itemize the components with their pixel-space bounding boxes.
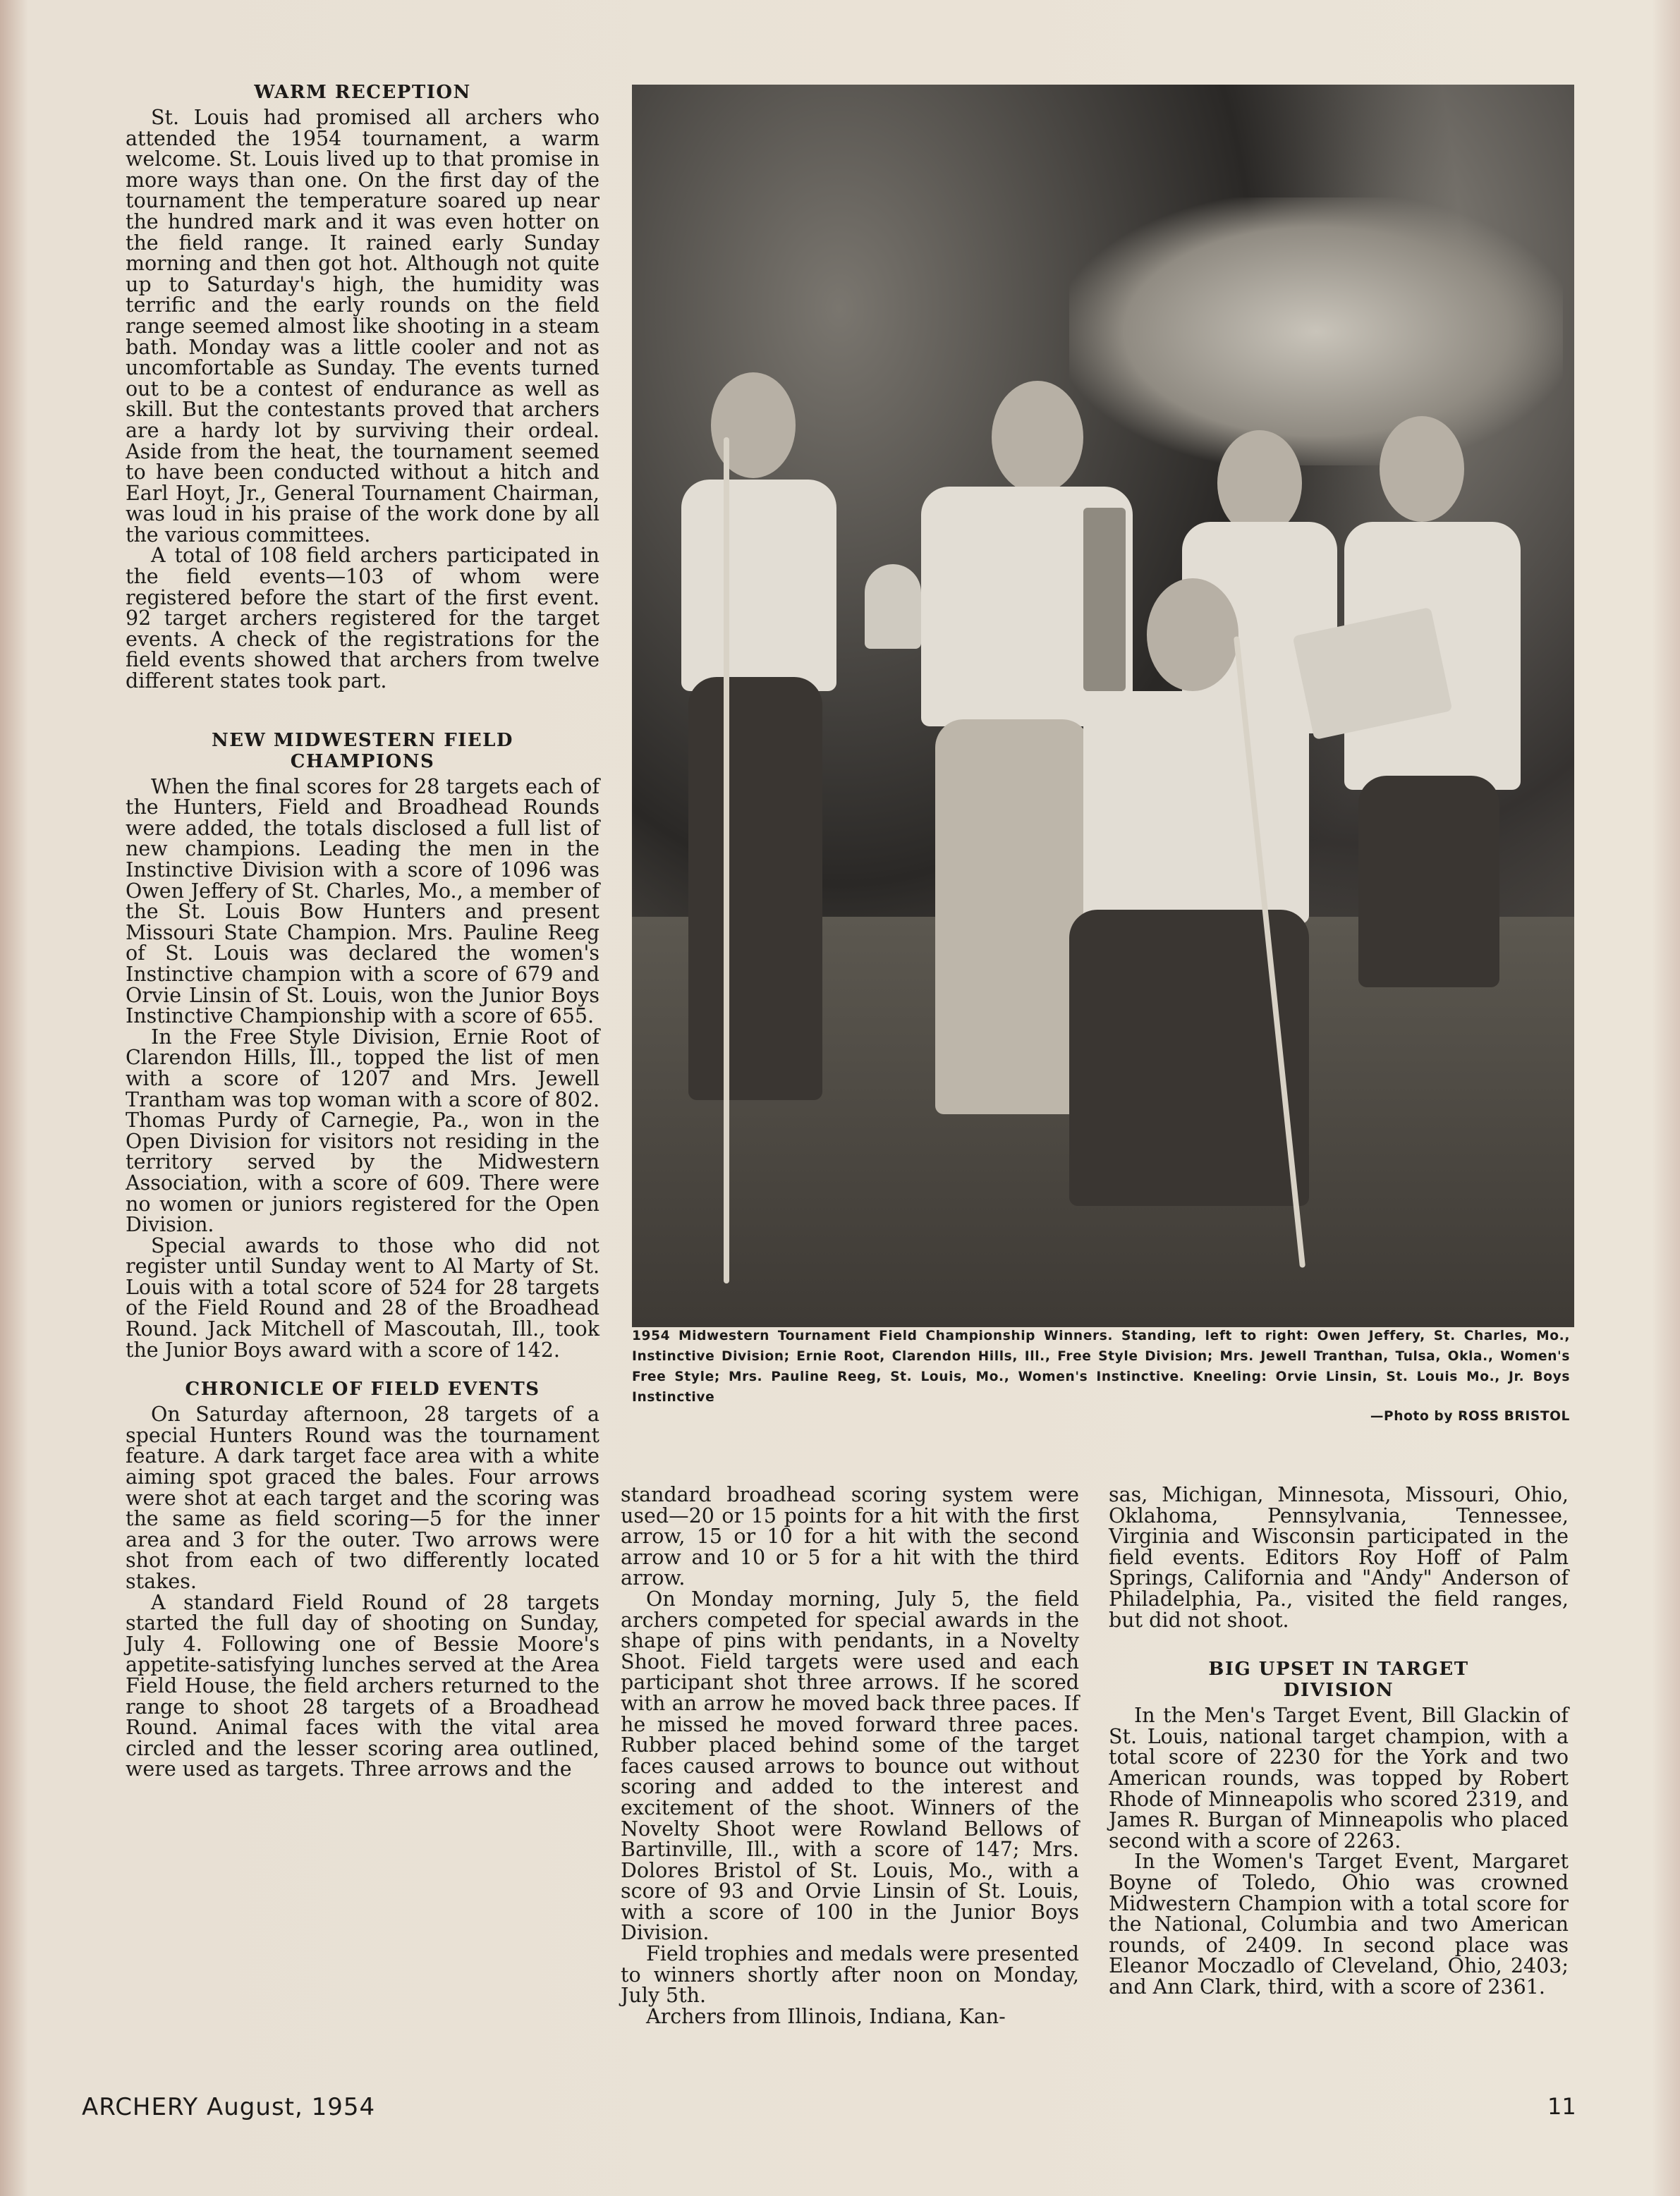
heading-chronicle: CHRONICLE OF FIELD EVENTS xyxy=(185,1379,540,1401)
paragraph: A total of 108 field archers participated in the field events—103 of whom were registered before the start of the first event. 92 target archers registered for the target events. A check of the registrations for the field events showed that archers from twelve different states took part. xyxy=(126,544,599,693)
paragraph: standard broadhead scoring system were used—20 or 15 points for a hit with the first arrow, 15 or 10 for a hit with the second arrow and 10 or 5 for a hit with the third arrow. xyxy=(621,1483,1079,1590)
photo-figure-face xyxy=(1380,416,1464,522)
photo-sky xyxy=(1069,197,1563,465)
footer-magazine-title: ARCHERY August, 1954 xyxy=(82,2093,376,2121)
heading-big-upset: BIG UPSET IN TARGET DIVISION xyxy=(1208,1659,1469,1702)
photo-trophy xyxy=(1083,508,1126,691)
photo-figure-shirt xyxy=(1083,691,1309,924)
photo-figure-face xyxy=(1217,430,1302,536)
paragraph: When the final scores for 28 targets each of the Hunters, Field and Broadhead Rounds were added, the totals disclosed a full list of new champions. Leading the men in the Instinctive Division with a score of 1096 was Owen Jeffery of St. Charles, Mo., a member of the St. Louis Bow Hunters and present Missouri State Champion. Mrs. Pauline Reeg of St. Louis was declared the women's Instinctive champion with a score of 679 and Orvie Linsin of St. Louis, won the Junior Boys Instinctive Championship with a score of 655. xyxy=(126,774,599,1028)
spacer xyxy=(126,692,599,730)
paragraph: In the Men's Target Event, Bill Glackin of St. Louis, national target champion, with a total score of 2230 for the York and two American rounds, was topped by Robert Rhode of Minneapolis who scored 2319, and James R. Burgan of Minneapolis who placed second with a score of 2263. xyxy=(1109,1704,1569,1853)
paragraph: In the Women's Target Event, Margaret Boyne of Toledo, Ohio was crowned Midwestern Champion with a total score for the National, Columbia and two American rounds, of 2409. In second place was Eleanor Moczadlo of Cleveland, Ohio, 2403; and Ann Clark, third, with a score of 2361. xyxy=(1109,1850,1569,1999)
photo-bow xyxy=(724,437,729,1283)
footer-page-number: 11 xyxy=(1547,2093,1576,2120)
winners-photo xyxy=(632,85,1574,1327)
spacer xyxy=(1109,1630,1569,1659)
paragraph: Field trophies and medals were presented to winners shortly after noon on Monday, July 5th. xyxy=(621,1942,1079,2008)
heading-warm-reception: WARM RECEPTION xyxy=(254,82,471,103)
photo-figure-pants xyxy=(1069,910,1309,1206)
photo-figure-pants xyxy=(1358,776,1499,987)
photo-figure-face xyxy=(1147,578,1238,691)
paragraph: In the Free Style Division, Ernie Root of Clarendon Hills, Ill., topped the list of men with a score of 1207 and Mrs. Jewell Trantham was top woman with a score of 802. Thomas Purdy of Carnegie, Pa., won in the Open Division for visitors not residing in the territory served by the Midwestern Association, with a score of 609. There were no women or juniors registered for the Open Division. xyxy=(126,1025,599,1237)
paragraph: St. Louis had promised all archers who attended the 1954 tournament, a warm welcome. St. Louis lived up to that promise in more ways than one. On the first day of the tournament the temperature soared up near the hundred mark and it was even hotter on the field range. It rained early Sunday morning and then got hot. Although not quite up to Saturday's high, the humidity was terrific and the early rounds on the field range seemed almost like shooting in a steam bath. Monday was a little cooler and not as uncomfortable as Sunday. The events turned out to be a contest of endurance as well as skill. But the contestants proved that archers are a hardy lot by surviving their ordeal. Aside from the heat, the tournament seemed to have been conducted without a hitch and Earl Hoyt, Jr., General Tournament Chairman, was loud in his praise of the work done by all the various committees. xyxy=(126,106,599,547)
photo-trophy-cup xyxy=(865,564,921,649)
photo-caption: 1954 Midwestern Tournament Field Championship Winners. Standing, left to right: Owen Jeffery, St. Charles, Mo., Instinctive Division; Ernie Root, Clarendon Hills, Ill., Free Style Division; Mrs. Jewell Tranthan, Tulsa, Okla., Women's Free Style; Mrs. Pauline Reeg, St. Louis, Mo., Women's Instinctive. Kneeling: Orvie Linsin, St. Louis Mo., Jr. Boys Instinctive xyxy=(632,1329,1570,1405)
paragraph: A standard Field Round of 28 targets started the full day of shooting on Sunday, July 4. Following one of Bessie Moore's appetite-satisfying lunches served at the Area Field House, the field archers returned to the range to shoot 28 targets of a Broadhead Round. Animal faces with the vital area circled and the lesser scoring area outlined, were used as targets. Three arrows and the xyxy=(126,1590,599,1781)
column-1 xyxy=(126,82,599,1780)
paragraph: Special awards to those who did not register until Sunday went to Al Marty of St. Louis with a total score of 524 for 28 targets of the Field Round and 28 of the Broadhead Round. Jack Mitchell of Mascoutah, Ill., took the Junior Boys award with a score of 142. xyxy=(126,1233,599,1362)
photo-figure-shirt xyxy=(681,480,836,691)
paragraph: sas, Michigan, Minnesota, Missouri, Ohio, Oklahoma, Pennsylvania, Tennessee, Virginia and Wisconsin participated in the field events. Editors Roy Hoff of Palm Springs, California and "Andy" Anderson of Philadelphia, Pa., visited the field ranges, but did not shoot. xyxy=(1109,1483,1569,1632)
photo-credit: —Photo by ROSS BRISTOL xyxy=(1370,1409,1570,1424)
paragraph: Archers from Illinois, Indiana, Kan- xyxy=(646,2004,1006,2028)
paragraph: On Monday morning, July 5, the field archers competed for special awards in the shape of pins with pendants, in a Novelty Shoot. Field targets were used and each participant shot three arrows. If he scored with an arrow he moved back three paces. If he missed he moved forward three paces. Rubber placed behind some of the target faces caused arrows to bounce out without scoring and added to the interest and excitement of the shoot. Winners of the Novelty Shoot were Rowland Bellows of Bartinville, Ill., with a score of 147; Mrs. Dolores Bristol of St. Louis, Mo., with a score of 93 and Orvie Linsin of St. Louis, with a score of 100 in the Junior Boys Division. xyxy=(621,1587,1079,1945)
photo-figure-pants xyxy=(935,719,1090,1114)
photo-figure-face xyxy=(992,381,1083,494)
paragraph: On Saturday afternoon, 28 targets of a special Hunters Round was the tournament feature. A dark target face area with a white aiming spot graced the bales. Four arrows were shot at each target and the scoring was the same as field scoring—5 for the inner area and 3 for the outer. Two arrows were shot from each of two differently located stakes. xyxy=(126,1403,599,1593)
column-3 xyxy=(1109,1484,1569,1997)
heading-new-champions: NEW MIDWESTERN FIELD CHAMPIONS xyxy=(212,729,513,772)
column-2 xyxy=(621,1484,1079,2027)
spacer xyxy=(126,1360,599,1379)
photo-figure-pants xyxy=(688,677,822,1100)
